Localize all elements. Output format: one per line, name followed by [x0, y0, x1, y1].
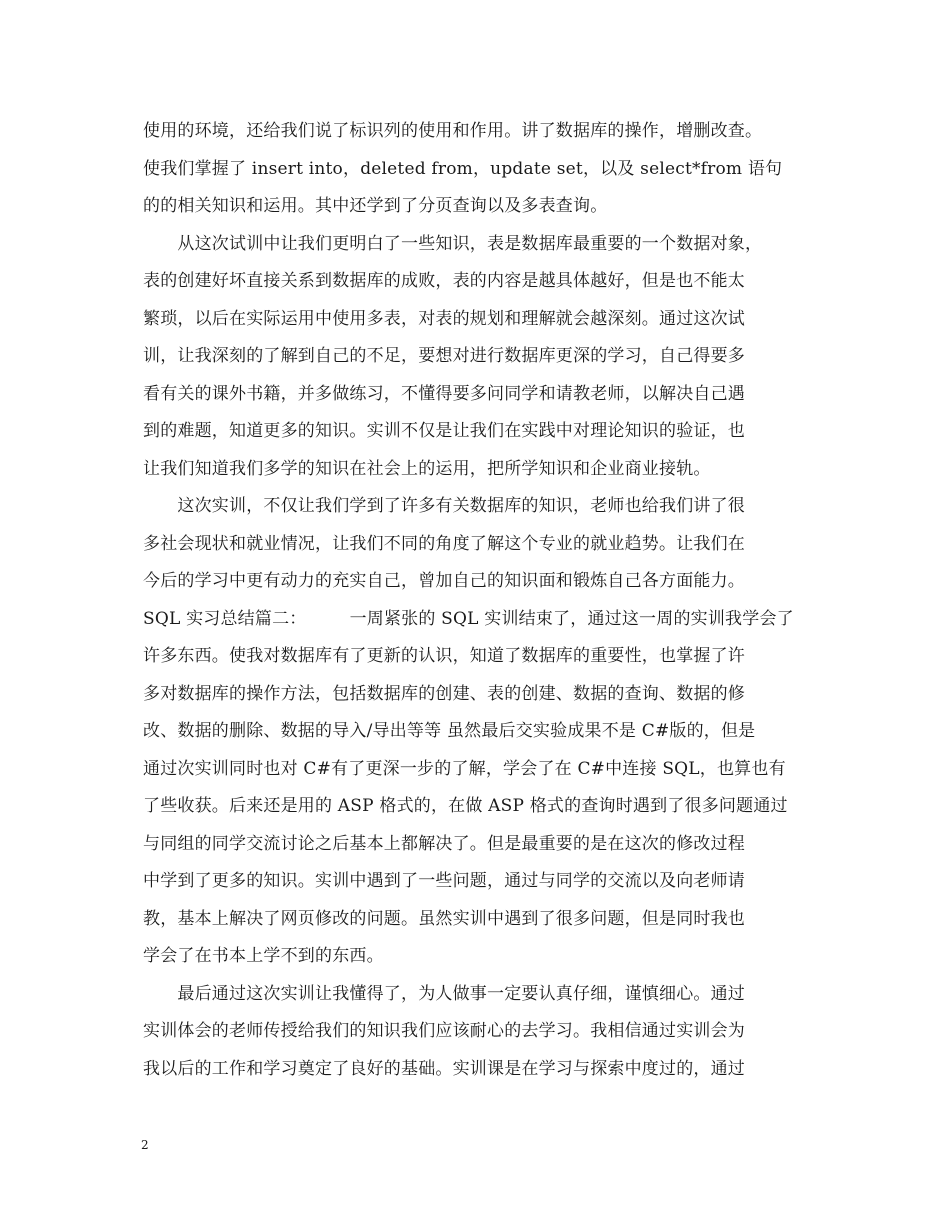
text-line: 许多东西。使我对数据库有了更新的认识，知道了数据库的重要性，也掌握了许 [143, 646, 745, 666]
text-line: 看有关的课外书籍，并多做练习，不懂得要多问同学和请教老师，以解决自己遇 [143, 383, 745, 404]
text-line: 了些收获。后来还是用的 ASP 格式的，在做 ASP 格式的查询时遇到了很多问题通过 [143, 796, 788, 816]
text-line: 到的难题，知道更多的知识。实训不仅是让我们在实践中对理论知识的验证，也 [143, 421, 745, 441]
text-line: 多对数据库的操作方法，包括数据库的创建、表的创建、数据的查询、数据的修 [143, 683, 745, 704]
text-line: 繁琐，以后在实际运用中使用多表，对表的规划和理解就会越深刻。通过这次试 [143, 308, 745, 329]
text-line: 表的创建好坏直接关系到数据库的成败，表的内容是越具体越好，但是也不能太 [143, 271, 745, 291]
text-line: 从这次试训中让我们更明白了一些知识，表是数据库最重要的一个数据对象， [143, 233, 763, 254]
text-line: 今后的学习中更有动力的充实自己，曾加自己的知识面和锻炼自己各方面能力。 [143, 571, 745, 591]
text-line: 的的相关知识和运用。其中还学到了分页查询以及多表查询。 [143, 196, 608, 216]
text-line: 实训体会的老师传授给我们的知识我们应该耐心的去学习。我相信通过实训会为 [143, 1021, 745, 1041]
text-line: 与同组的同学交流讨论之后基本上都解决了。但是最重要的是在这次的修改过程 [143, 833, 745, 854]
text-line: 通过次实训同时也对 C#有了更深一步的了解，学会了在 C#中连接 SQL，也算也有 [143, 758, 786, 779]
page-number: 2 [141, 1138, 149, 1152]
text-line: 我以后的工作和学习奠定了良好的基础。实训课是在学习与探索中度过的，通过 [143, 1058, 745, 1079]
text-line: 教，基本上解决了网页修改的问题。虽然实训中遇到了很多问题，但是同时我也 [143, 908, 745, 929]
text-line: 中学到了更多的知识。实训中遇到了一些问题，通过与同学的交流以及向老师请 [143, 871, 745, 891]
text-line: 改、数据的删除、数据的导入/导出等等 虽然最后交实验成果不是 C#版的，但是 [143, 721, 756, 741]
text-line: 训，让我深刻的了解到自己的不足，要想对进行数据库更深的学习，自己得要多 [143, 346, 745, 366]
document-body [143, 113, 815, 1088]
text-line: 这次实训，不仅让我们学到了许多有关数据库的知识，老师也给我们讲了很 [143, 496, 745, 516]
text-line: 使我们掌握了 insert into，deleted from，update set，以及 select*from 语句 [143, 158, 783, 179]
text-line: 使用的环境，还给我们说了标识列的使用和作用。讲了数据库的操作，增删改查。 [143, 121, 763, 141]
text-line: 最后通过这次实训让我懂得了，为人做事一定要认真仔细，谨慎细心。通过 [143, 983, 745, 1004]
text-line: 学会了在书本上学不到的东西。 [143, 946, 384, 966]
text-line: 让我们知道我们多学的知识在社会上的运用，把所学知识和企业商业接轨。 [143, 458, 711, 479]
text-line: 多社会现状和就业情况，让我们不同的角度了解这个专业的就业趋势。让我们在 [143, 533, 745, 554]
text-line: SQL 实习总结篇二： 一周紧张的 SQL 实训结束了，通过这一周的实训我学会了 [143, 608, 794, 629]
